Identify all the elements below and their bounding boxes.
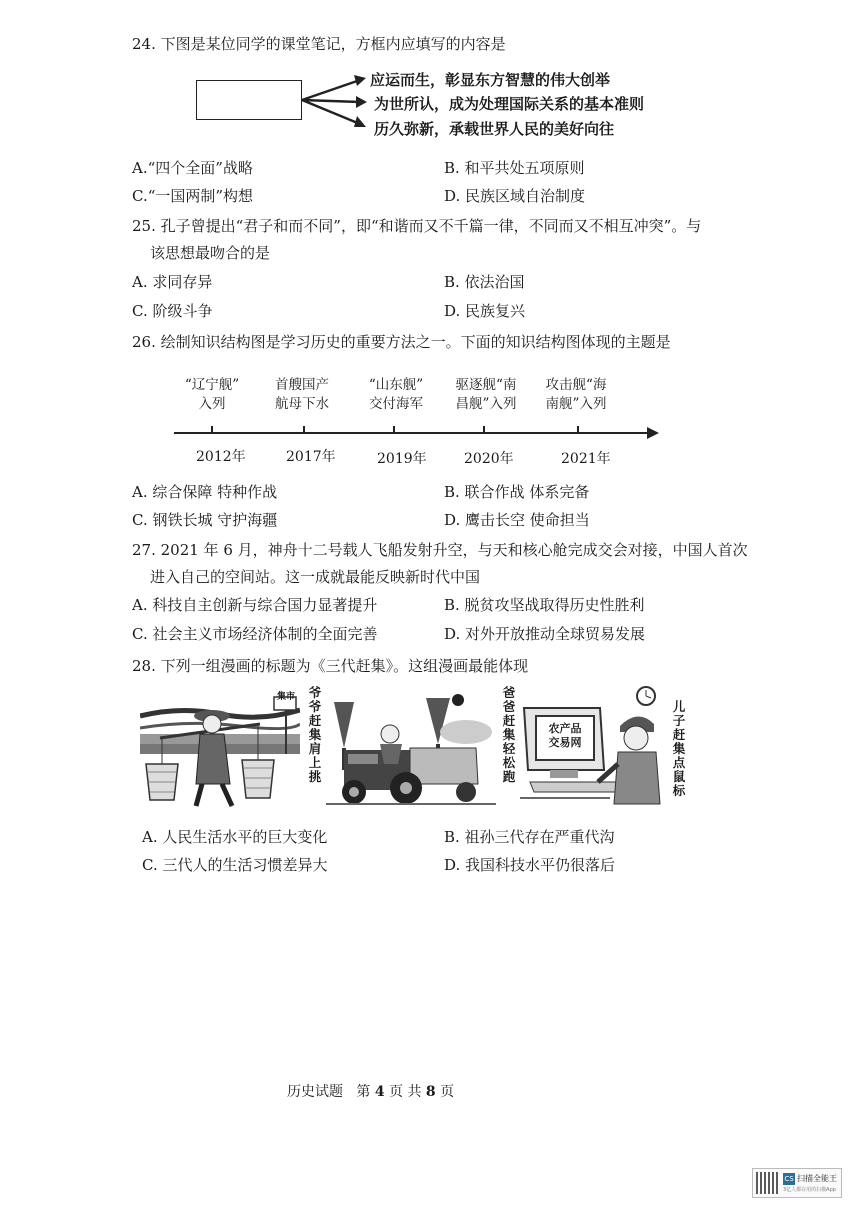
footer-page-suffix: 页 xyxy=(440,1084,455,1100)
q28-option-c: C. 三代人的生活习惯差异大 xyxy=(142,856,328,874)
q28-option-b: B. 祖孙三代存在严重代沟 xyxy=(444,828,615,846)
scanner-slogan: 3亿人都在用的扫描App xyxy=(783,1187,836,1193)
screen-line-1: 农产品 xyxy=(548,722,582,735)
timeline-event-2-line2: 航母下水 xyxy=(275,396,329,412)
q25-option-d: D. 民族复兴 xyxy=(444,302,526,320)
q28-stem: 28. 下列一组漫画的标题为《三代赶集》。这组漫画最能体现 xyxy=(132,657,529,675)
caption-father: 爸爸赶集轻松跑 xyxy=(502,685,516,784)
q24-note-1: 应运而生，彰显东方智慧的伟大创举 xyxy=(370,71,611,89)
footer-subject: 历史试题 xyxy=(287,1084,343,1100)
father-panel-image xyxy=(326,692,496,808)
timeline-event-5-line1: 攻击舰“海 xyxy=(545,377,607,393)
timeline-event-2-line1: 首艘国产 xyxy=(275,377,329,393)
q25-option-c: C. 阶级斗争 xyxy=(132,302,213,320)
timeline-event-1-line2: 入列 xyxy=(198,396,226,412)
q25-option-a: A. 求同存异 xyxy=(132,273,213,291)
footer-page-mid: 页 共 xyxy=(389,1084,422,1100)
scanner-brand: 扫描全能王 xyxy=(797,1174,837,1183)
q24-option-a: A.“四个全面”战略 xyxy=(132,159,253,177)
timeline-event-1 xyxy=(176,376,248,414)
market-sign: 集市 xyxy=(276,692,295,702)
q24-arrows xyxy=(300,70,370,134)
timeline-event-5-line2: 南舰”入列 xyxy=(545,396,607,412)
footer-total-pages: 8 xyxy=(425,1084,436,1100)
q26-option-a: A. 综合保障 特种作战 xyxy=(132,483,278,501)
q24-stem: 24. 下图是某位同学的课堂笔记，方框内应填写的内容是 xyxy=(132,35,506,53)
timeline-event-3 xyxy=(358,376,434,414)
timeline-year-2: 2017年 xyxy=(286,449,336,465)
grandfather-panel-image xyxy=(140,694,300,808)
q24-answer-box xyxy=(196,80,302,120)
qr-code-icon xyxy=(756,1172,778,1194)
caption-son: 儿子赶集点鼠标 xyxy=(672,699,686,798)
q27-stem-line1: 27. 2021 年 6 月，神舟十二号载人飞船发射升空，与天和核心舱完成交会对接，中国人首次 xyxy=(132,541,748,559)
footer-page-number: 4 xyxy=(374,1084,385,1100)
footer-page-prefix: 第 xyxy=(356,1084,371,1100)
timeline-event-5 xyxy=(536,376,616,414)
q24-option-d: D. 民族区域自治制度 xyxy=(444,187,586,205)
q26-stem: 26. 绘制知识结构图是学习历史的重要方法之一。下面的知识结构图体现的主题是 xyxy=(132,333,671,351)
q24-option-b: B. 和平共处五项原则 xyxy=(444,159,585,177)
q27-option-a: A. 科技自主创新与综合国力显著提升 xyxy=(132,596,378,614)
q25-stem-line1: 25. 孔子曾提出“君子和而不同”，即“和谐而又不千篇一律，不同而又不相互冲突”。与 xyxy=(132,217,702,235)
timeline-event-3-line2: 交付海军 xyxy=(369,396,423,412)
q26-option-c: C. 钢铁长城 守护海疆 xyxy=(132,511,278,529)
q25-stem-line2: 该思想最吻合的是 xyxy=(150,244,271,262)
timeline-year-4: 2020年 xyxy=(464,451,514,467)
q27-option-c: C. 社会主义市场经济体制的全面完善 xyxy=(132,625,378,643)
q25-option-b: B. 依法治国 xyxy=(444,273,525,291)
q24-note-2: 为世所认，成为处理国际关系的基本准则 xyxy=(374,95,645,113)
screen-line-2: 交易网 xyxy=(548,736,582,749)
timeline-event-2 xyxy=(266,376,338,414)
q26-option-b: B. 联合作战 体系完备 xyxy=(444,483,590,501)
q27-option-d: D. 对外开放推动全球贸易发展 xyxy=(444,625,646,643)
timeline-event-4-line1: 驱逐舰“南 xyxy=(455,377,517,393)
timeline-event-4-line2: 昌舰”入列 xyxy=(455,396,517,412)
timeline-year-1: 2012年 xyxy=(196,449,246,465)
timeline-year-5: 2021年 xyxy=(561,451,611,467)
timeline-event-4 xyxy=(446,376,526,414)
q28-option-d: D. 我国科技水平仍很落后 xyxy=(444,856,616,874)
scanner-watermark xyxy=(752,1168,842,1198)
scanner-logo-icon: CS xyxy=(784,1175,794,1183)
q27-option-b: B. 脱贫攻坚战取得历史性胜利 xyxy=(444,596,645,614)
timeline-axis xyxy=(170,420,662,444)
three-generations-cartoon xyxy=(140,686,686,810)
q24-option-c: C.“一国两制”构想 xyxy=(132,187,254,205)
timeline-event-1-line1: “辽宁舰” xyxy=(184,377,240,393)
q28-option-a: A. 人民生活水平的巨大变化 xyxy=(142,828,328,846)
page-footer xyxy=(287,1082,454,1102)
q27-stem-line2: 进入自己的空间站。这一成就最能反映新时代中国 xyxy=(150,568,481,586)
q26-option-d: D. 鹰击长空 使命担当 xyxy=(444,511,590,529)
caption-grandfather: 爷爷赶集肩上挑 xyxy=(308,685,322,784)
timeline-event-3-line1: “山东舰” xyxy=(368,377,424,393)
q24-note-3: 历久弥新，承载世界人民的美好向往 xyxy=(374,120,615,138)
timeline-year-3: 2019年 xyxy=(377,451,427,467)
trading-site-screen xyxy=(540,722,590,750)
